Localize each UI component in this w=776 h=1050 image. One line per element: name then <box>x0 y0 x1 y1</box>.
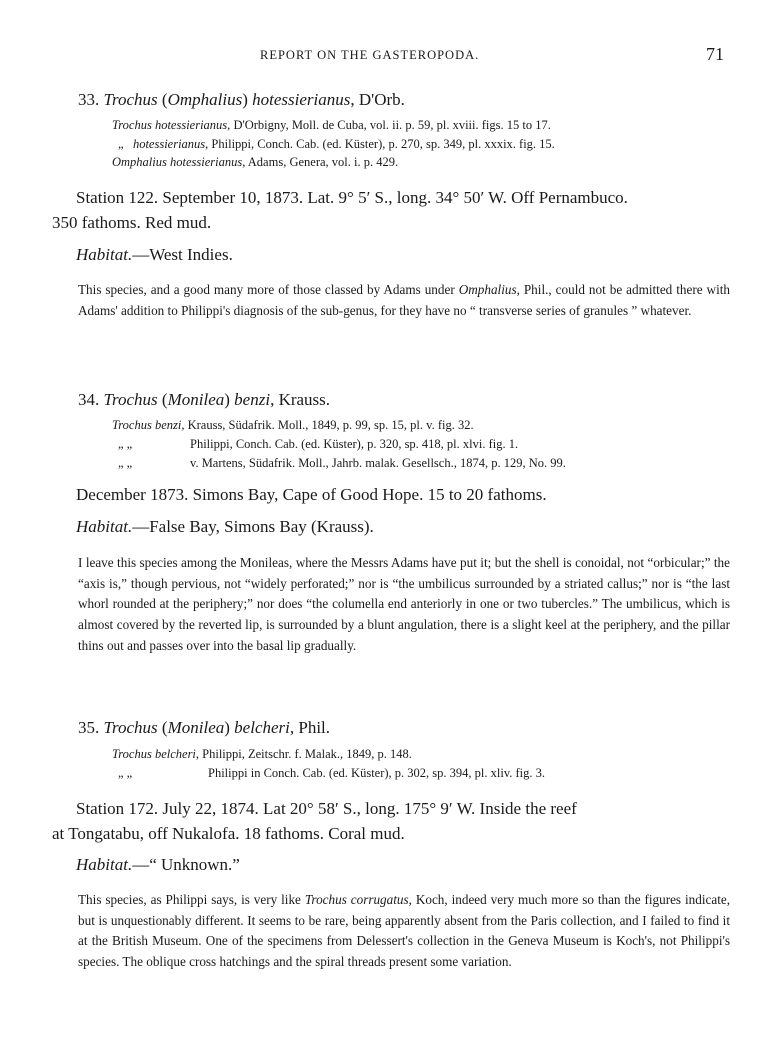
station-line: 350 fathoms. Red mud. <box>52 213 212 232</box>
synonym-reference: Krauss, Südafrik. Moll., 1849, p. 99, sp. 15, pl. v. fig. 32. <box>184 418 474 432</box>
remarks-italic: Omphalius <box>458 282 517 297</box>
synonym-line <box>118 766 545 781</box>
synonym-line <box>118 456 566 471</box>
ditto-mark: „ „ <box>118 766 133 780</box>
synonym-reference: Philippi in Conch. Cab. (ed. Küster), p. 302, sp. 394, pl. xliv. fig. 3. <box>208 766 546 780</box>
paren-open: ( <box>161 718 168 737</box>
synonym-reference: Philippi, Conch. Cab. (ed. Küster), p. 320, sp. 418, pl. xlvi. fig. 1. <box>190 437 519 451</box>
species-epithet: benzi <box>234 390 271 409</box>
habitat-line <box>76 245 233 265</box>
remarks-paragraph <box>52 280 730 321</box>
habitat-label: Habitat. <box>76 517 133 536</box>
remarks-text: This species, as Philippi says, is very like <box>78 892 305 907</box>
synonym-name: Trochus hotessierianus, <box>112 118 231 132</box>
species-authority: , Krauss. <box>270 390 331 409</box>
synonym-reference: Adams, Genera, vol. i. p. 429. <box>245 155 399 169</box>
subgenus-name: Monilea <box>167 718 225 737</box>
paren-close: ) <box>224 390 230 409</box>
synonym-line <box>112 155 398 170</box>
habitat-line <box>76 855 240 875</box>
habitat-line <box>76 517 374 537</box>
paren-open: ( <box>161 90 168 109</box>
station-record <box>52 185 730 235</box>
synonym-reference: Philippi, Conch. Cab. (ed. Küster), p. 270, sp. 349, pl. xxxix. fig. 15. <box>208 137 555 151</box>
species-authority: , D'Orb. <box>350 90 405 109</box>
station-line: Station 122. September 10, 1873. Lat. 9° 5′ S., long. 34° 50′ W. Off Pernambuco. <box>76 188 628 207</box>
remarks-body <box>52 280 730 321</box>
page-number: 71 <box>706 44 724 64</box>
station-line: December 1873. Simons Bay, Cape of Good Hope. 15 to 20 fathoms. <box>76 485 547 504</box>
species-authority: , Phil. <box>289 718 331 737</box>
paren-open: ( <box>161 390 168 409</box>
remarks-text: This species, and a good many more of those classed by Adams under <box>78 282 459 297</box>
station-record <box>52 796 730 846</box>
species-epithet: hotessierianus <box>252 90 351 109</box>
remarks-text: , Koch, indeed very much more so than the figures indicate, but is unquestionably different. It seems to be rare, being apparently absent from the Paris collection, and I failed to find it at the British Museum. One of the specimens from Delessert's collection in the Geneva Museum is Koch's, not Philippi's species. The oblique cross hatchings and the spiral threads present some variation. <box>78 892 731 970</box>
habitat-text: —“ Unknown.” <box>132 855 240 874</box>
remarks-body <box>52 890 730 973</box>
subgenus-name: Omphalius <box>167 90 243 109</box>
ditto-mark: „ <box>118 137 124 151</box>
remarks-paragraph <box>52 890 730 973</box>
synonym-name: hotessierianus, <box>132 137 209 151</box>
species-number: 33. <box>78 90 100 109</box>
species-epithet: belcheri <box>234 718 290 737</box>
remarks-text: I leave this species among the Monileas, where the Messrs Adams have put it; but the shell is conoidal, not “orbicular;” the “axis is,” though pervious, not “widely perforated;” nor is “the umbilicus surrounded by a striated callus;” nor is “the last whorl rounded at the periphery;” nor does “the columella end anteriorly in one or two tubercles.” The umbilicus, which is almost covered by the reverted lip, is surrounded by a blunt angulation, there is a slight keel at the periphery, and the pillar thins out and passes over into the basal lip gradually. <box>78 555 730 653</box>
species-35-title <box>78 718 330 738</box>
running-title: REPORT ON THE GASTEROPODA. <box>260 48 480 62</box>
genus-name: Trochus <box>103 90 158 109</box>
synonym-line <box>112 118 551 133</box>
species-34-title <box>78 390 330 410</box>
habitat-label: Habitat. <box>76 245 133 264</box>
remarks-paragraph <box>52 553 730 657</box>
subgenus-name: Monilea <box>167 390 225 409</box>
synonym-name: Trochus belcheri, <box>112 747 200 761</box>
synonym-line <box>118 437 518 452</box>
remarks-text: , Phil., could not be admitted there with Adams' addition to Philippi's diagnosis of the sub-genus, for they have no “ transverse series of granules ” whatever. <box>78 282 730 318</box>
synonym-name: Omphalius hotessierianus, <box>112 155 246 169</box>
synonym-reference: v. Martens, Südafrik. Moll., Jahrb. malak. Gesellsch., 1874, p. 129, No. 99. <box>190 456 566 470</box>
synonym-line <box>118 137 555 152</box>
species-number: 34. <box>78 390 100 409</box>
station-record <box>52 482 730 507</box>
synonym-reference: Philippi, Zeitschr. f. Malak., 1849, p. 148. <box>199 747 412 761</box>
ditto-mark: „ „ <box>118 456 133 470</box>
station-line: Station 172. July 22, 1874. Lat 20° 58′ S., long. 175° 9′ W. Inside the reef <box>76 799 577 818</box>
remarks-italic: Trochus corrugatus <box>304 892 409 907</box>
ditto-mark: „ „ <box>118 437 133 451</box>
synonym-name: Trochus benzi, <box>112 418 185 432</box>
station-line: at Tongatabu, off Nukalofa. 18 fathoms. Coral mud. <box>52 824 405 843</box>
species-33-title <box>78 90 405 110</box>
habitat-label: Habitat. <box>76 855 133 874</box>
paren-close: ) <box>242 90 248 109</box>
synonym-line <box>112 418 474 433</box>
synonym-line <box>112 747 412 762</box>
synonym-reference: D'Orbigny, Moll. de Cuba, vol. ii. p. 59, pl. xviii. figs. 15 to 17. <box>230 118 551 132</box>
genus-name: Trochus <box>103 718 158 737</box>
habitat-text: —False Bay, Simons Bay (Krauss). <box>132 517 374 536</box>
habitat-text: —West Indies. <box>132 245 233 264</box>
genus-name: Trochus <box>103 390 158 409</box>
paren-close: ) <box>224 718 230 737</box>
remarks-body <box>52 553 730 657</box>
species-number: 35. <box>78 718 100 737</box>
